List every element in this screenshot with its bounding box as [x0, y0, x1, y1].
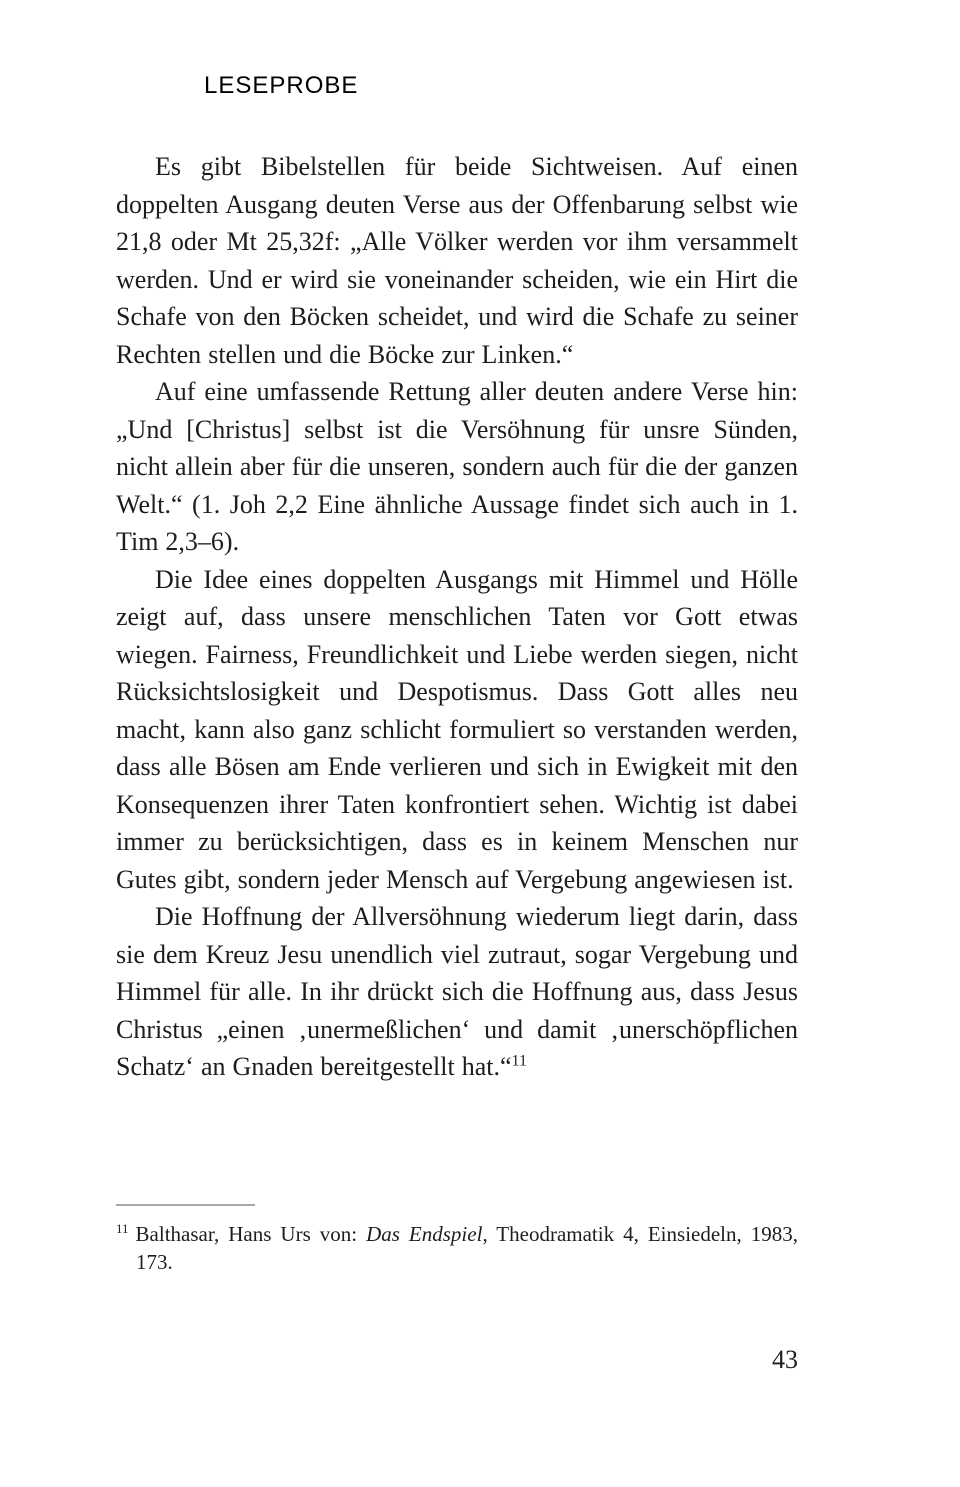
footnote-separator-rule [116, 1204, 255, 1206]
footnote-marker: 11 [116, 1221, 129, 1236]
footnote-reference: 11 [511, 1052, 527, 1070]
paragraph-4 [116, 898, 798, 1086]
paragraph-3: Die Idee eines doppelten Ausgangs mit Himmel und Hölle zeigt auf, dass unsere menschlichen Taten vor Gott etwas wiegen. Fairness, Freundlichkeit und Liebe werden siegen, nicht Rücksichtslosigkeit und Despotismus. Dass Gott alles neu macht, kann also ganz schlicht formuliert so verstanden werden, dass alle Bösen am Ende verlieren und sich in Ewigkeit mit den Konsequenzen ihrer Taten konfrontiert sehen. Wichtig ist dabei immer zu berücksichtigen, dass es in keinem Menschen nur Gutes gibt, sondern jeder Mensch auf Vergebung angewiesen ist. [116, 564, 798, 894]
footnote-work-title: Das Endspiel [366, 1222, 483, 1246]
footnote-author: Balthasar, Hans Urs von: [135, 1222, 367, 1246]
paragraph-2: Auf eine umfassende Rettung aller deuten andere Verse hin: „Und [Christus] selbst ist die Versöhnung für unsre Sünden, nicht allein aber für die unseren, sondern auch für die der ganzen Welt.“ (1. Joh 2,2 Eine ähnliche Aussage findet sich auch in 1. Tim 2,3–6). [116, 377, 798, 556]
paragraph-1: Es gibt Bibelstellen für beide Sichtweisen. Auf einen doppelten Ausgang deuten Verse aus der Offenbarung selbst wie 21,8 oder Mt 25,32f: „Alle Völker werden vor ihm versammelt werden. Und er wird sie voneinander scheiden, wie ein Hirt die Schafe von den Böcken scheidet, und wird die Schafe zu seiner Rechten stellen und die Böcke zur Linken.“ [116, 152, 798, 369]
footnote-area [116, 1204, 798, 1276]
paragraph-4-text: Die Hoffnung der Allversöhnung wiederum liegt darin, dass sie dem Kreuz Jesu unendlich viel zutraut, sogar Vergebung und Himmel für alle. In ihr drückt sich die Hoffnung aus, dass Jesus Christus „einen ‚unermeßlichen‘ und damit ‚unerschöpflichen Schatz‘ an Gnaden bereitgestellt hat.“ [116, 902, 798, 1081]
text-block [116, 148, 798, 1086]
running-head: LESEPROBE [204, 72, 359, 99]
footnote [116, 1220, 798, 1276]
page-number: 43 [772, 1345, 798, 1374]
footnote-rest: , Theodramatik 4, Einsiedeln, 1983, 173. [136, 1222, 799, 1274]
